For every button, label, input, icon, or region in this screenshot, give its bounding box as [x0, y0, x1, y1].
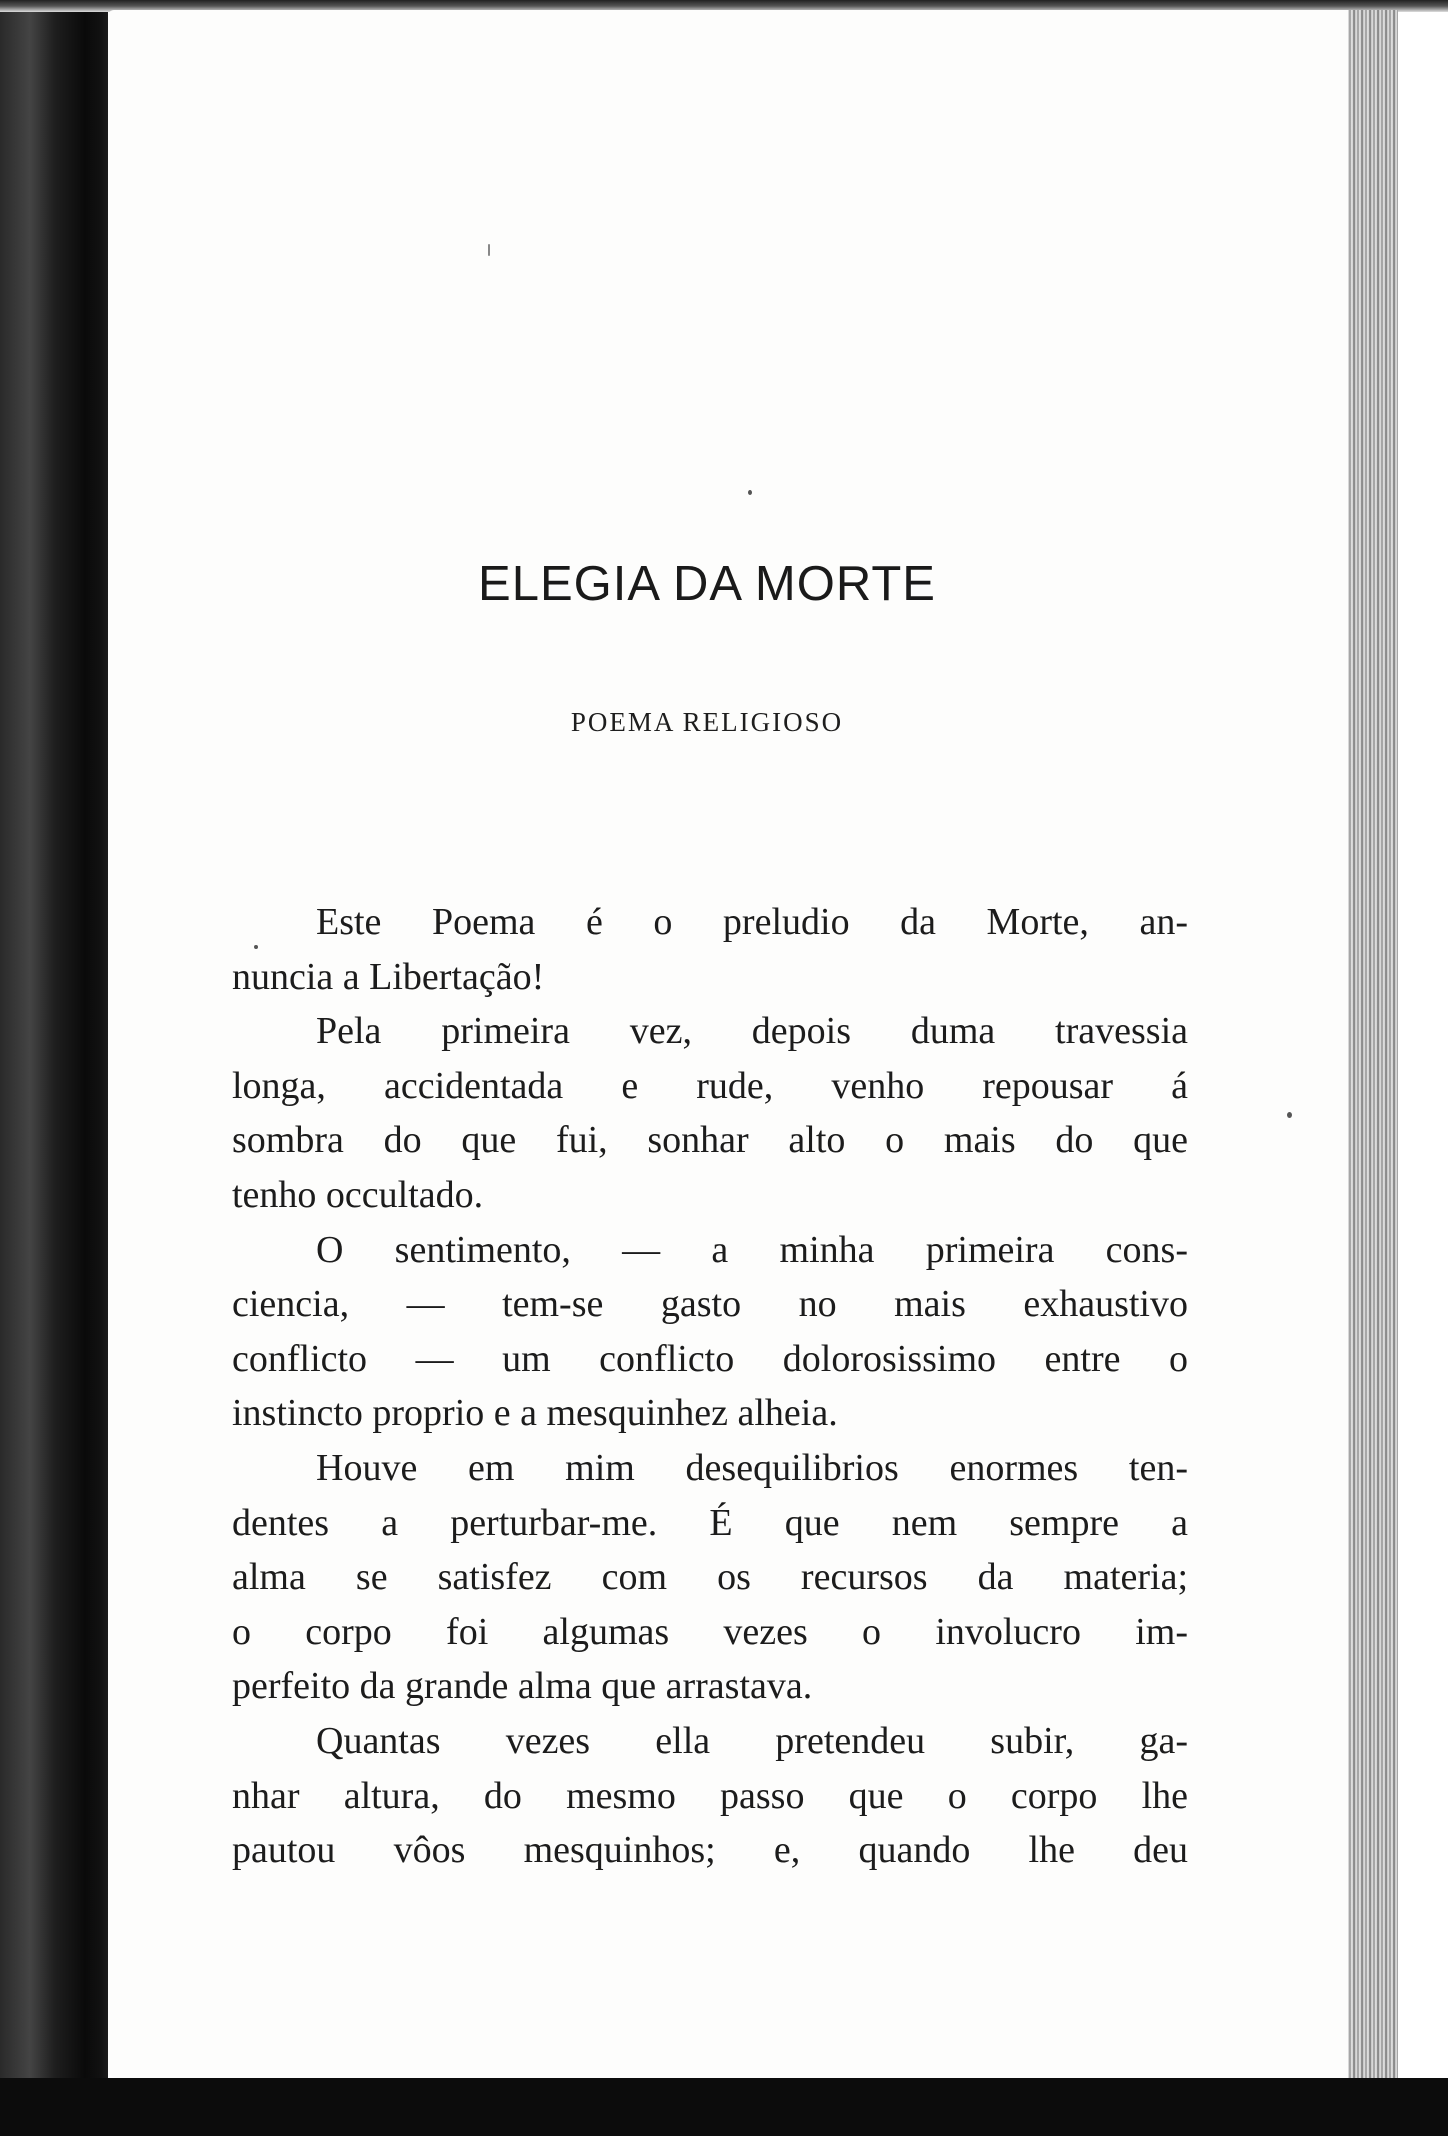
body-text [232, 895, 1188, 1878]
text-line: Houve em mim desequilibrios enormes ten- [316, 1446, 1188, 1489]
page-edge [1348, 10, 1398, 2100]
chapter-title: ELEGIA DA MORTE [478, 557, 936, 611]
text-line: nhar altura, do mesmo passo que o corpo lhe [232, 1774, 1188, 1817]
text-line: O sentimento, — a minha primeira cons- [316, 1228, 1188, 1271]
text-line: Pela primeira vez, depois duma travessia [316, 1010, 1188, 1053]
scan-speck [1287, 1112, 1292, 1118]
text-line: nuncia a Libertação! [232, 955, 545, 998]
text-line: tenho occultado. [232, 1173, 484, 1216]
text-line: longa, accidentada e rude, venho repousar á [232, 1064, 1188, 1107]
text-line: instincto proprio e a mesquinhez alheia. [232, 1392, 838, 1435]
text-line: ciencia, — tem-se gasto no mais exhaustivo [232, 1283, 1188, 1326]
text-line: sombra do que fui, sonhar alto o mais do que [232, 1119, 1188, 1162]
scan-speck [488, 244, 490, 256]
scan-border-bottom [0, 2078, 1448, 2136]
chapter-subtitle: POEMA RELIGIOSO [570, 707, 844, 737]
text-line: o corpo foi algumas vezes o involucro im- [232, 1610, 1188, 1653]
text-line: pautou vôos mesquinhos; e, quando lhe deu [232, 1829, 1188, 1872]
text-line: Este Poema é o preludio da Morte, an- [316, 901, 1188, 943]
text-line: conflicto — um conflicto dolorosissimo entre o [232, 1337, 1188, 1380]
scan-speck [748, 490, 752, 495]
scan-speck [254, 945, 258, 949]
text-line: perfeito da grande alma que arrastava. [232, 1665, 813, 1708]
text-line: dentes a perturbar-me. É que nem sempre a [232, 1501, 1188, 1544]
text-line: alma se satisfez com os recursos da materia; [232, 1556, 1188, 1599]
scan-border-left [0, 0, 108, 2136]
text-line: Quantas vezes ella pretendeu subir, ga- [316, 1719, 1188, 1762]
